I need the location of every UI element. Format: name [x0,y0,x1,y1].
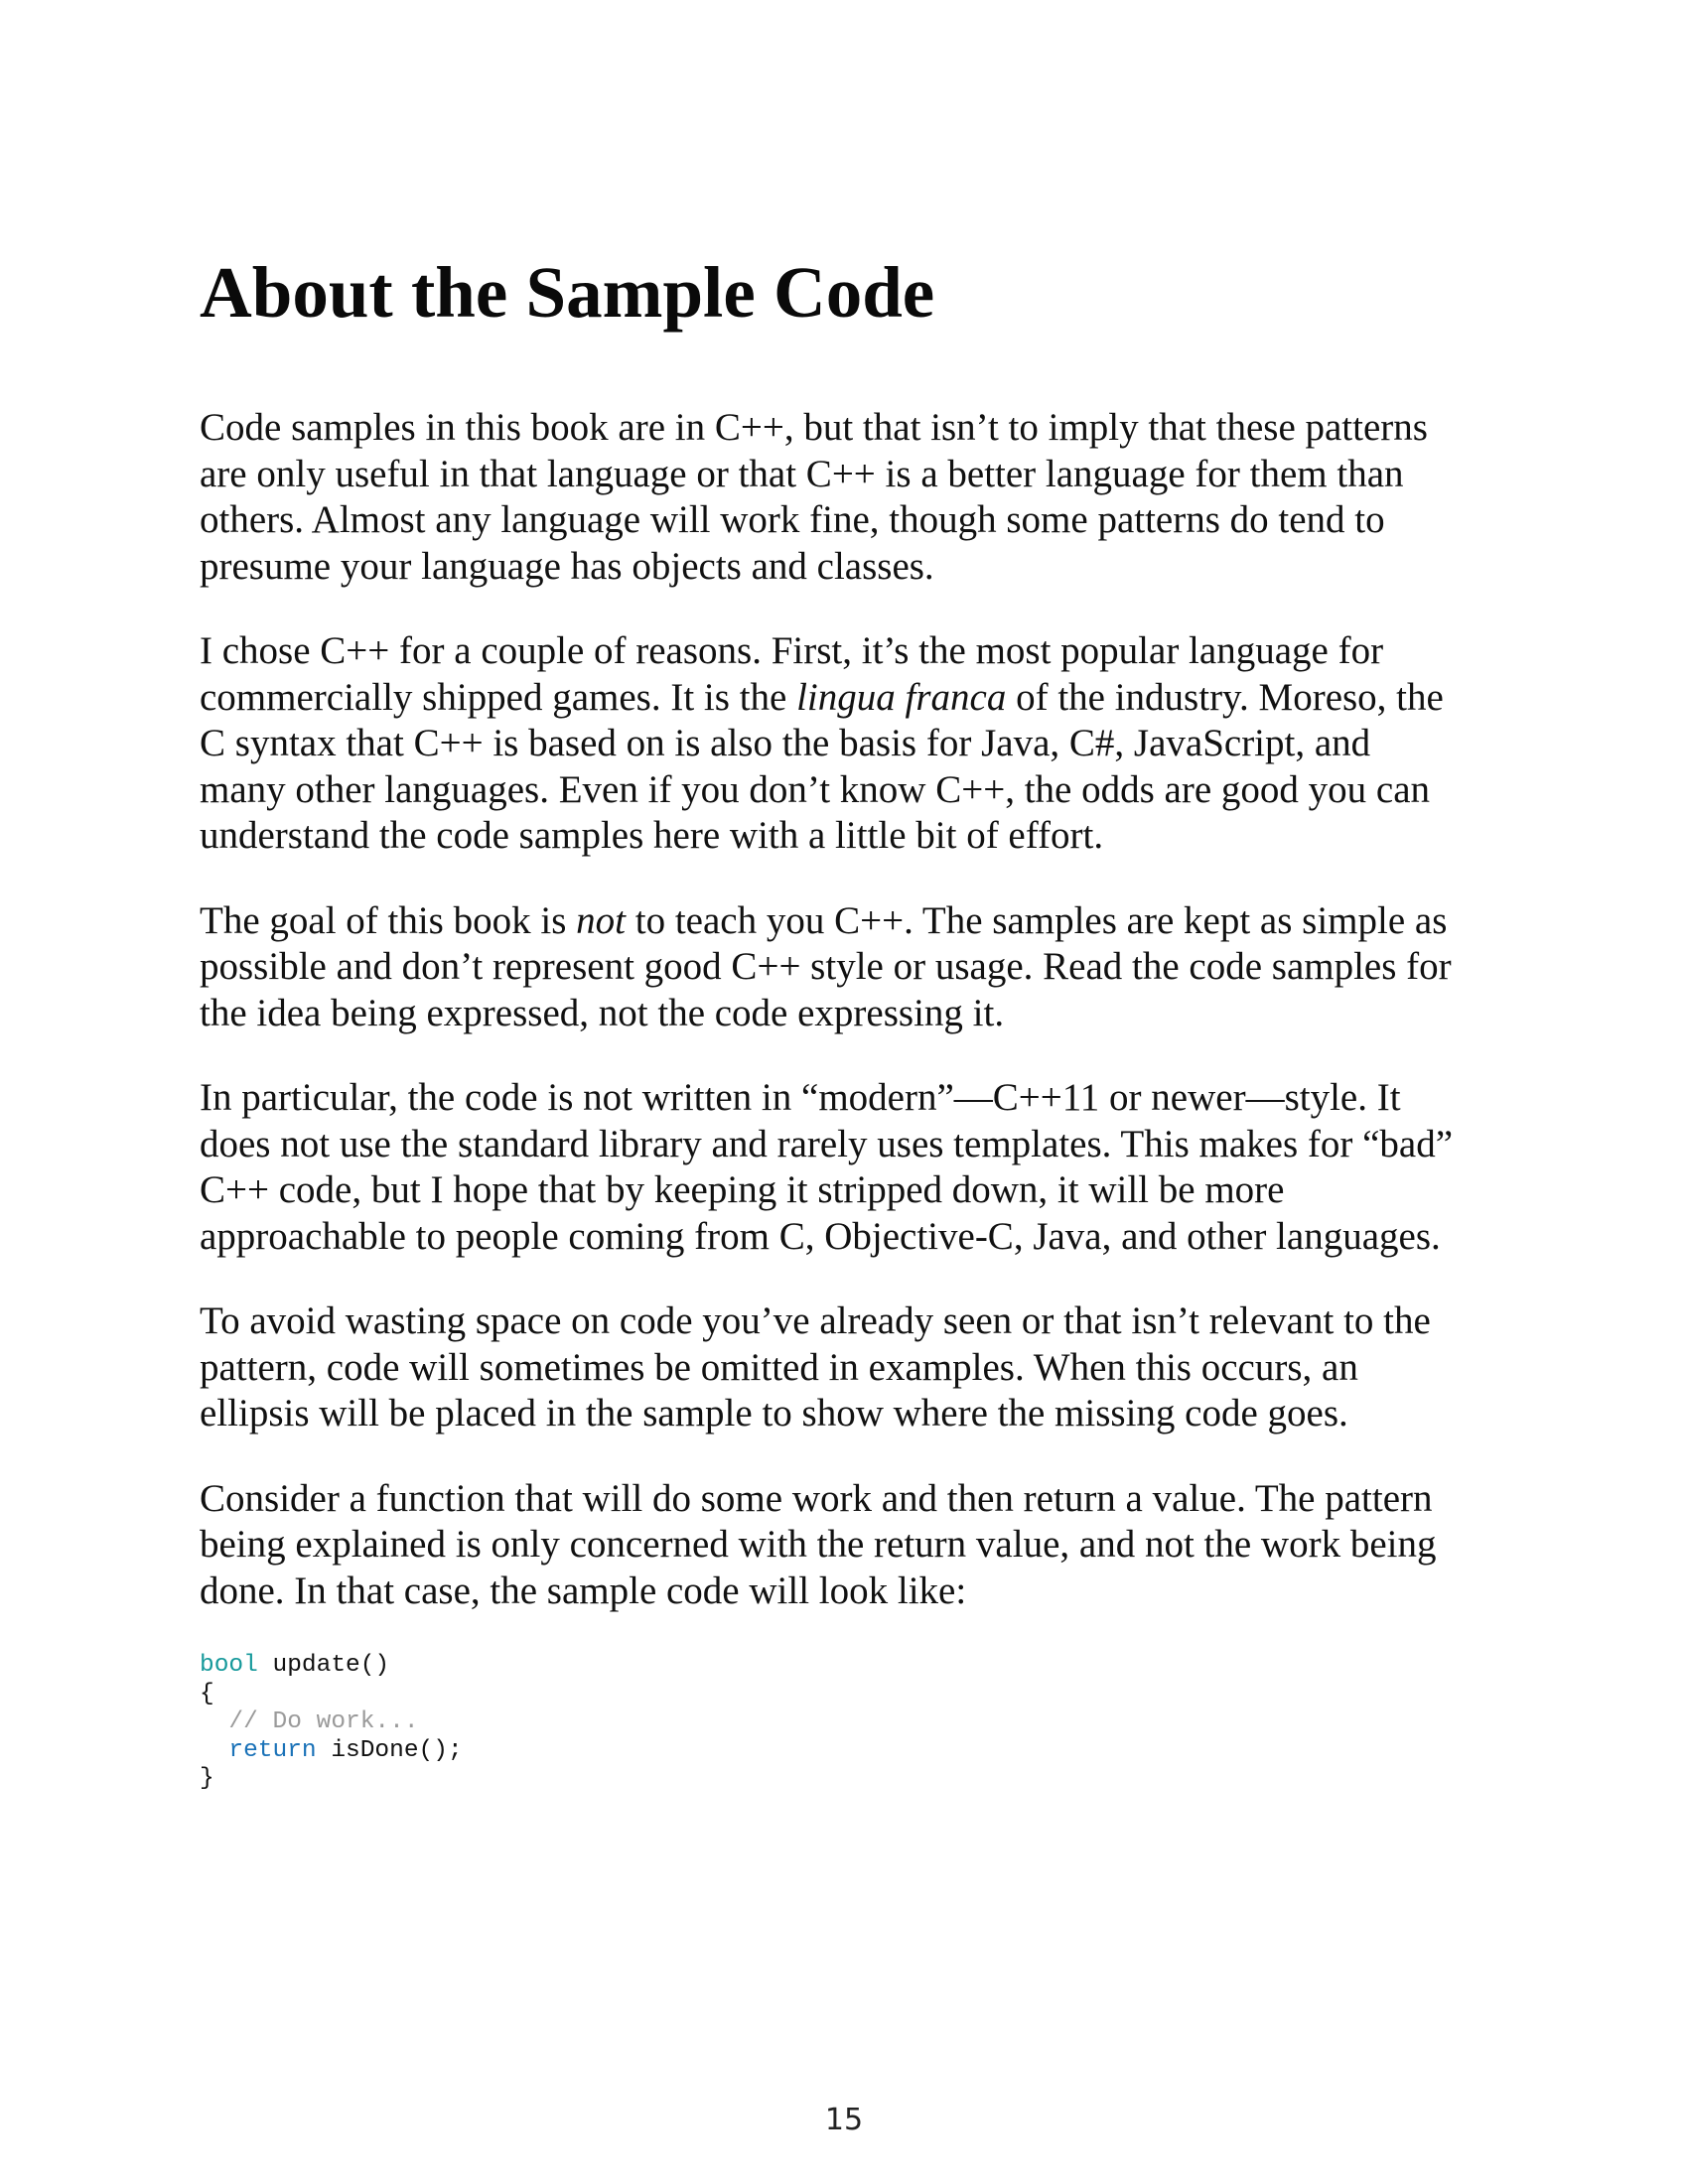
text-run: The goal of this book is [200,898,577,942]
code-close-brace: } [200,1765,214,1792]
paragraph-4 [200,1075,1490,1260]
code-line [200,1681,463,1709]
text-line: In particular, the code is not written in “modern”—C++11 or newer—style. It [200,1076,1401,1119]
text-line: pattern, code will sometimes be omitted in examples. When this occurs, an [200,1345,1358,1389]
code-open-brace: { [200,1680,214,1707]
body-text [200,405,1490,1614]
text-line: being explained is only concerned with the return value, and not the work being [200,1523,1437,1566]
text-run: to teach you C++. The samples are kept as simple as [625,898,1448,942]
page-title: About the Sample Code [200,252,935,333]
code-line [200,1737,463,1766]
text-line: To avoid wasting space on code you’ve already seen or that isn’t relevant to the [200,1299,1431,1342]
text-line [200,675,1490,722]
text-line: C syntax that C++ is based on is also the basis for Java, C#, JavaScript, and [200,722,1371,764]
code-indent [200,1737,228,1764]
text-run: commercially shipped games. It is the [200,675,797,719]
paragraph-3 [200,898,1490,1037]
text-line: C++ code, but I hope that by keeping it stripped down, it will be more [200,1168,1285,1211]
paragraph-6 [200,1476,1490,1615]
code-sample [200,1652,463,1794]
text-line: done. In that case, the sample code will look like: [200,1569,967,1612]
code-function-signature: update() [257,1652,390,1679]
text-line: are only useful in that language or that C++ is a better language for them than [200,452,1404,495]
text-line: understand the code samples here with a little bit of effort. [200,814,1104,857]
code-line [200,1765,463,1794]
paragraph-5 [200,1298,1490,1437]
text-line: ellipsis will be placed in the sample to show where the missing code goes. [200,1392,1348,1434]
code-comment: // Do work... [228,1708,419,1735]
text-line: approachable to people coming from C, Objective-C, Java, and other languages. [200,1214,1441,1258]
paragraph-2 [200,628,1490,860]
text-line: the idea being expressed, not the code expressing it. [200,991,1005,1034]
italic-term: lingua franca [796,675,1007,719]
text-line: I chose C++ for a couple of reasons. First, it’s the most popular language for [200,629,1384,672]
code-return-keyword: return [228,1736,317,1764]
text-line: possible and don’t represent good C++ style or usage. Read the code samples for [200,945,1452,988]
code-type-keyword: bool [200,1652,258,1679]
code-return-expression: isDone(); [316,1736,463,1764]
code-indent [200,1708,228,1735]
italic-emphasis: not [576,898,626,942]
text-line: Consider a function that will do some work and then return a value. The pattern [200,1476,1433,1520]
code-line [200,1708,463,1737]
text-line: many other languages. Even if you don’t know C++, the odds are good you can [200,767,1431,811]
text-line: does not use the standard library and rarely uses templates. This makes for “bad” [200,1122,1454,1165]
text-line: others. Almost any language will work fine, though some patterns do tend to [200,498,1385,541]
text-line: Code samples in this book are in C++, but that isn’t to imply that these patterns [200,406,1428,449]
text-run: of the industry. Moreso, the [1006,675,1444,719]
text-line [200,898,1490,945]
code-line [200,1652,463,1681]
text-line: presume your language has objects and classes. [200,544,934,588]
paragraph-1 [200,405,1490,590]
page-number: 15 [824,2103,864,2137]
